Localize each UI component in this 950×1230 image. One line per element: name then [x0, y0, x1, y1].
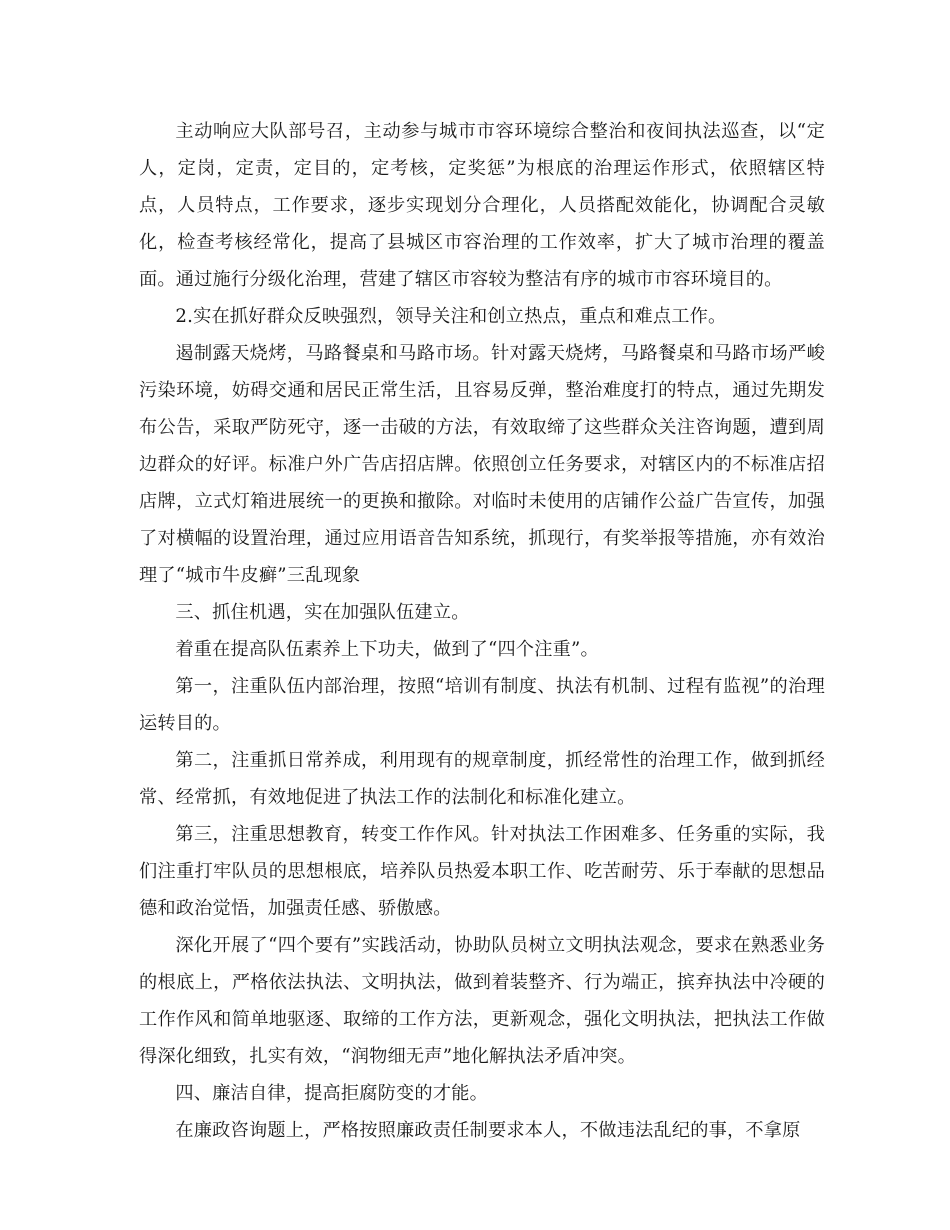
paragraph-item-2-heading: 2.实在抓好群众反映强烈，领导关注和创立热点，重点和难点工作。	[175, 306, 727, 327]
paragraph-street-vendors: 遏制露天烧烤，马路餐桌和马路市场。针对露天烧烤，马路餐桌和马路市场严峻污染环境，妨碍交通和居民正常生活，且容易反弹，整治难度打的特点，通过先期发布公告，采取严防死守，逐一击破的方法，有效取缔了这些群众关注咨询题，遭到周边群众的好评。标准户外广告店招店牌。依照创立任务要求，对辖区内的不标准店招店牌，立式灯箱进展统一的更换和撤除。对临时未使用的店铺作公益广告宣传，加强了对横幅的设置治理，通过应用语音告知系统，抓现行，有奖举报等措施，亦有效治理了“城市牛皮癣”三乱现象	[139, 343, 825, 586]
paragraph-four-musts: 深化开展了“四个要有”实践活动，协助队员树立文明执法观念，要求在熟悉业务的根底上，严格依法执法、文明执法，做到着装整齐、行为端正，摈弃执法中冷硬的工作作风和简单地驱逐、取缔的工作方法，更新观念，强化文明执法，把执法工作做得深化细致，扎实有效，“润物细无声”地化解执法矛盾冲突。	[139, 935, 825, 1067]
paragraph-second-focus: 第二，注重抓日常养成，利用现有的规章制度，抓经常性的治理工作，做到抓经常、经常抓，有效地促进了执法工作的法制化和标准化建立。	[139, 750, 825, 808]
document-body	[139, 113, 825, 1149]
paragraph-third-focus: 第三，注重思想教育，转变工作作风。针对执法工作困难多、任务重的实际，我们注重打牢队员的思想根底，培养队员热爱本职工作、吃苦耐劳、乐于奉献的思想品德和政治觉悟，加强责任感、骄傲感。	[139, 824, 825, 919]
paragraph-team-participation: 主动响应大队部号召，主动参与城市市容环境综合整治和夜间执法巡查，以“定人，定岗，定责，定目的，定考核，定奖惩”为根底的治理运作形式，依照辖区特点，人员特点，工作要求，逐步实现划分合理化，人员搭配效能化，协调配合灵敏化，检查考核经常化，提高了县城区市容治理的工作效率，扩大了城市治理的覆盖面。通过施行分级化治理，营建了辖区市容较为整洁有序的城市市容环境目的。	[139, 121, 825, 290]
section-heading-3: 三、抓住机遇，实在加强队伍建立。	[175, 602, 470, 623]
paragraph-integrity: 在廉政咨询题上，严格按照廉政责任制要求本人，不做违法乱纪的事，不拿原	[175, 1120, 801, 1141]
section-heading-4: 四、廉洁自律，提高拒腐防变的才能。	[175, 1083, 488, 1104]
paragraph-first-focus: 第一，注重队伍内部治理，按照“培训有制度、执法有机制、过程有监视”的治理运转目的。	[139, 676, 825, 734]
paragraph-four-focuses: 着重在提高队伍素养上下功夫，做到了“四个注重”。	[175, 639, 599, 660]
